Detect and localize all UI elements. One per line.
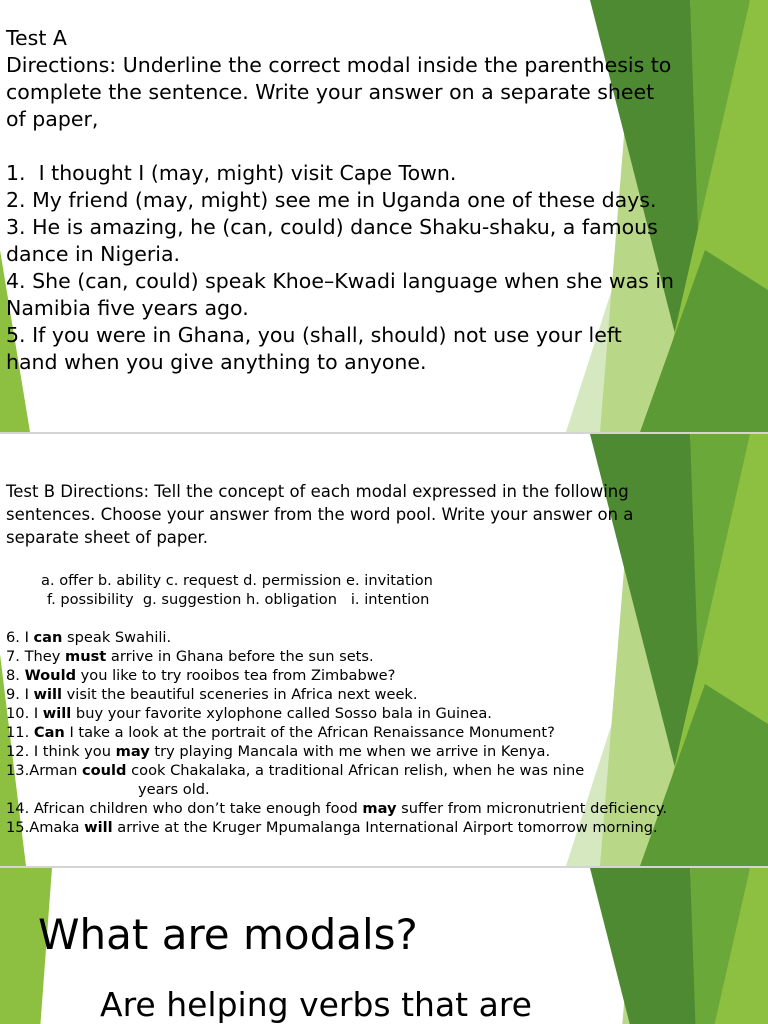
modal-word: must bbox=[64, 648, 107, 665]
slide-what-are-modals bbox=[0, 868, 768, 1024]
test-a-item-5: 5. If you were in Ghana, you (shall, should) not use your left bbox=[6, 323, 622, 347]
test-b-item-9: 9. I will visit the beautiful sceneries in Africa next week. bbox=[6, 686, 418, 703]
test-a-directions-line-3: of paper, bbox=[6, 107, 99, 131]
modal-word: can bbox=[33, 629, 63, 646]
test-a-item-5-cont: hand when you give anything to anyone. bbox=[6, 350, 427, 374]
modal-word: may bbox=[362, 800, 397, 817]
test-a-directions-line-2: complete the sentence. Write your answer on a separate sheet bbox=[6, 80, 655, 104]
modal-word: will bbox=[84, 819, 113, 836]
test-a-directions-line-1: Directions: Underline the correct modal inside the parenthesis to bbox=[6, 53, 672, 77]
test-b-item-14: 14. African children who don’t take enough food may suffer from micronutrient deficiency. bbox=[6, 800, 668, 817]
test-a-title: Test A bbox=[6, 26, 67, 50]
test-b-directions-line-3: separate sheet of paper. bbox=[6, 528, 209, 547]
slide-subtitle: Are helping verbs that are bbox=[100, 985, 532, 1024]
test-b-item-10: 10. I will buy your favorite xylophone called Sosso bala in Guinea. bbox=[6, 705, 492, 722]
modal-word: will bbox=[42, 705, 72, 722]
modal-word: Can bbox=[33, 724, 65, 741]
test-a-item-3: 3. He is amazing, he (can, could) dance Shaku-shaku, a famous bbox=[6, 215, 658, 239]
word-pool-line-2: f. possibility g. suggestion h. obligation i. intention bbox=[47, 591, 430, 608]
test-a-item-4-cont: Namibia five years ago. bbox=[6, 296, 249, 320]
slide-title: What are modals? bbox=[38, 910, 418, 959]
test-b-item-12: 12. I think you may try playing Mancala with me when we arrive in Kenya. bbox=[6, 743, 551, 760]
slide-test-b bbox=[0, 434, 768, 866]
test-b-item-15: 15.Amaka will arrive at the Kruger Mpumalanga International Airport tomorrow morning. bbox=[6, 819, 658, 836]
test-a-item-2: 2. My friend (may, might) see me in Uganda one of these days. bbox=[6, 188, 657, 212]
modal-word: Would bbox=[24, 667, 77, 684]
word-pool-line-1: a. offer b. ability c. request d. permission e. invitation bbox=[41, 572, 433, 589]
test-b-item-6: 6. I can speak Swahili. bbox=[6, 629, 172, 646]
test-b-item-8: 8. Would you like to try rooibos tea from Zimbabwe? bbox=[6, 667, 396, 684]
modal-word: will bbox=[33, 686, 63, 703]
test-a-item-1: 1. I thought I (may, might) visit Cape Town. bbox=[6, 161, 457, 185]
test-b-item-13: 13.Arman could cook Chakalaka, a traditional African relish, when he was nine bbox=[6, 762, 585, 779]
test-a-item-3-cont: dance in Nigeria. bbox=[6, 242, 181, 266]
test-b-directions-line-2: sentences. Choose your answer from the word pool. Write your answer on a bbox=[6, 505, 634, 524]
test-b-item-7: 7. They must arrive in Ghana before the sun sets. bbox=[6, 648, 374, 665]
slide-test-a bbox=[0, 0, 768, 432]
test-b-directions-line-1: Test B Directions: Tell the concept of each modal expressed in the following bbox=[6, 482, 629, 501]
modal-word: could bbox=[81, 762, 127, 779]
modal-word: may bbox=[115, 743, 150, 760]
test-b-item-11: 11. Can I take a look at the portrait of the African Renaissance Monument? bbox=[6, 724, 555, 741]
test-a-item-4: 4. She (can, could) speak Khoe–Kwadi language when she was in bbox=[6, 269, 675, 293]
test-b-item-13-cont: years old. bbox=[138, 781, 210, 798]
